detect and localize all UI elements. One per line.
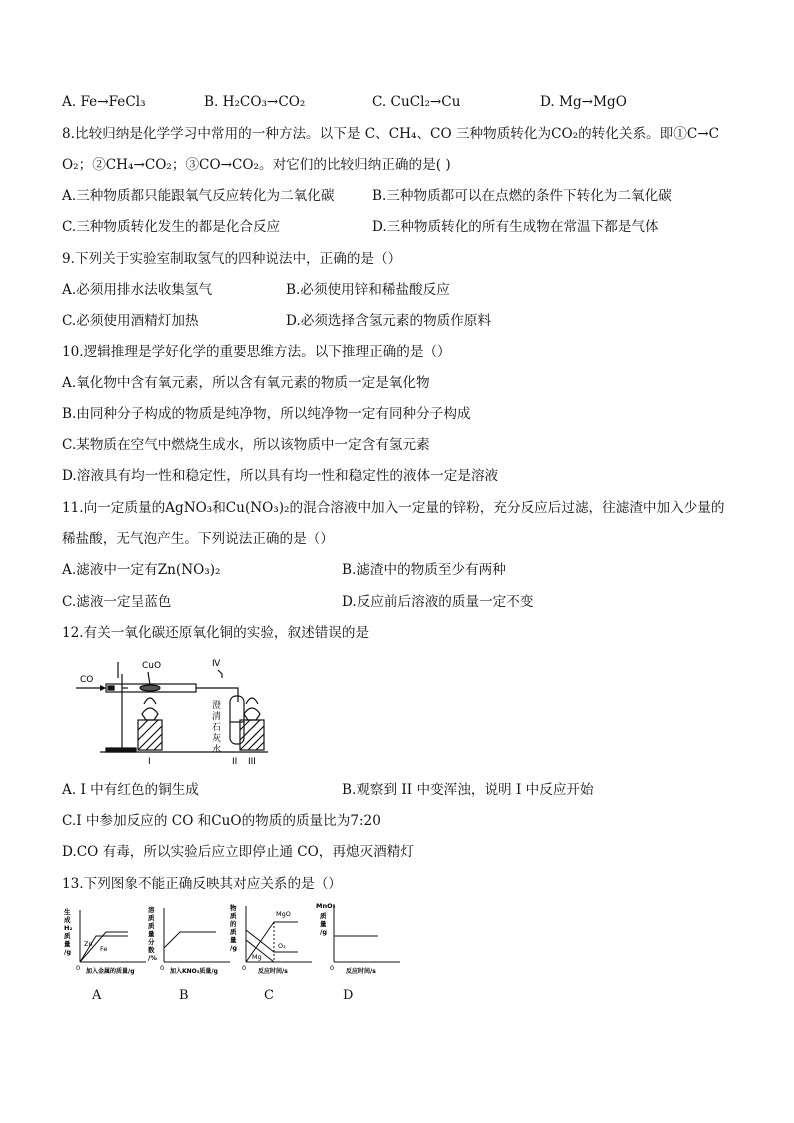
co-label: CO <box>80 675 94 685</box>
tube-iv-label: Ⅳ <box>212 659 221 669</box>
q10-option-d: D.溶液具有均一性和稳定性，所以具有均一性和稳定性的液体一定是溶液 <box>62 468 499 484</box>
q8-options-row2 <box>62 215 754 239</box>
label-ii: II <box>232 757 238 767</box>
graph-b-ylabel-7: /% <box>148 954 157 962</box>
graph-a-caption: A <box>92 988 102 1003</box>
q10-option-c: C.某物质在空气中燃烧生成水，所以该物质中一定含有氢元素 <box>62 437 430 453</box>
graph-c-zero: 0 <box>242 964 247 972</box>
graph-c-mgo-label: MgO <box>276 910 291 918</box>
graph-d-ylabel-4: /g <box>320 928 328 936</box>
cuo-sample <box>140 685 160 691</box>
q12-options-row1 <box>62 778 754 802</box>
q10-option-b: B.由同种分子构成的物质是纯净物，所以纯净物一定有同种分子构成 <box>62 406 471 422</box>
q9-options-row2 <box>62 309 754 333</box>
alcohol-lamp-iii <box>244 708 260 720</box>
q11-option-d: D.反应前后溶液的质量一定不变 <box>342 594 534 610</box>
co-reduction-apparatus-figure <box>62 648 272 768</box>
graph-a-ylabel-5: 量 <box>64 940 71 948</box>
cuo-label: CuO <box>142 661 162 671</box>
graph-c <box>228 900 318 978</box>
graph-c-o2-line <box>246 930 298 952</box>
q9-options-row1 <box>62 278 754 302</box>
alcohol-lamp-i <box>142 708 158 720</box>
q9-stem: 9.下列关于实验室制取氢气的四种说法中，正确的是（） <box>62 251 402 267</box>
graph-a-ylabel-1: 生 <box>64 908 71 916</box>
graph-b-ylabel-1: 溶 <box>148 906 155 914</box>
q8-stem-line2: O₂；②CH₄→CO₂；③CO→CO₂。对它们的比较归纳正确的是( ) <box>62 157 451 173</box>
graph-c-ylabel-6: /g <box>230 944 238 952</box>
q10-option-a: A.氧化物中含有氧元素，所以含有氧元素的物质一定是氧化物 <box>62 375 430 391</box>
graph-b <box>146 904 236 978</box>
graph-a-fe-label: Fe <box>100 945 108 953</box>
flame-i <box>144 698 156 704</box>
graph-a-ylabel-2: 成 <box>64 916 71 924</box>
graph-d-caption: D <box>343 988 354 1003</box>
q8-options-row1 <box>62 184 754 208</box>
graph-d-xlabel: 反应时间/s <box>346 968 376 975</box>
q8-stem-line1: 8.比较归纳是化学学习中常用的一种方法。以下是 C、CH₄、CO 三种物质转化为CO₂的转化关系。即①C→C <box>62 126 720 142</box>
q12-option-b: B.观察到 II 中变浑浊，说明 I 中反应开始 <box>342 782 594 798</box>
graph-b-curve <box>164 932 216 948</box>
graph-d-zero: 0 <box>330 964 335 972</box>
graph-b-ylabel-4: 量 <box>148 930 155 938</box>
limewater-char-3: 石 <box>212 723 222 733</box>
label-iii: III <box>248 757 256 767</box>
graph-c-o2-label: O₂ <box>278 942 286 950</box>
q7-option-c: C. CuCl₂→Cu <box>372 94 461 110</box>
graph-b-ylabel-5: 分 <box>148 938 155 946</box>
graph-b-ylabel-6: 数 <box>148 946 155 954</box>
limewater-char-1: 澄 <box>212 701 222 711</box>
q8-option-b: B.三种物质都可以在点燃的条件下转化为二氧化碳 <box>372 188 672 204</box>
graph-a-ylabel-3: H₂ <box>64 924 73 932</box>
graph-a-ylabel-4: 质 <box>64 932 71 940</box>
q12-stem: 12.有关一氧化碳还原氧化铜的实验，叙述错误的是 <box>62 625 370 641</box>
q7-option-d: D. Mg→MgO <box>540 94 627 110</box>
q13-stem: 13.下列图象不能正确反映其对应关系的是（） <box>62 876 342 892</box>
limewater-char-5: 水 <box>212 745 222 755</box>
label-i: I <box>148 757 151 767</box>
q11-stem-line2: 稀盐酸，无气泡产生。下列说法正确的是（） <box>62 531 334 547</box>
graph-b-ylabel-3: 质 <box>148 922 155 930</box>
q9-option-b: B.必须使用锌和稀盐酸反应 <box>286 282 450 298</box>
graph-b-xlabel: 加入KNO₃质量/g <box>170 968 218 975</box>
q10-stem: 10.逻辑推理是学好化学的重要思维方法。以下推理正确的是（） <box>62 344 451 360</box>
graph-c-ylabel-1: 物 <box>230 904 237 912</box>
graph-d-ylabel-1: MnO₂ <box>316 902 336 910</box>
graph-c-caption: C <box>264 988 274 1003</box>
q12-option-d: D.CO 有毒，所以实验后应立即停止通 CO，再熄灭酒精灯 <box>62 844 414 860</box>
graph-c-ylabel-2: 质 <box>230 912 237 920</box>
q9-option-a: A.必须用排水法收集氢气 <box>62 282 213 298</box>
graph-a-ylabel-6: /g <box>64 948 72 956</box>
limewater-char-2: 清 <box>212 712 222 722</box>
flame-iii <box>246 698 258 704</box>
graph-d <box>316 898 404 978</box>
graph-b-zero: 0 <box>160 964 165 972</box>
graph-c-ylabel-3: 的 <box>230 920 237 928</box>
graph-c-ylabel-4: 质 <box>230 928 237 936</box>
q9-option-c: C.必须使用酒精灯加热 <box>62 313 199 329</box>
q11-stem-line1: 11.向一定质量的AgNO₃和Cu(NO₃)₂的混合溶液中加入一定量的锌粉，充分反应后过滤，往滤渣中加入少量的 <box>62 500 725 516</box>
q12-option-a: A. I 中有红色的铜生成 <box>62 782 199 798</box>
graph-a-xlabel: 加入金属的质量/g <box>86 968 135 975</box>
graph-a-zn-label: Zn <box>84 940 93 948</box>
graph-b-ylabel-2: 质 <box>148 914 155 922</box>
q12-option-c: C.I 中参加反应的 CO 和CuO的物质的质量比为7:20 <box>62 813 381 829</box>
graph-d-ylabel-3: 量 <box>320 920 327 928</box>
limewater-char-4: 灰 <box>212 734 222 744</box>
graph-a <box>62 906 152 978</box>
graph-d-ylabel-2: 质 <box>320 912 327 920</box>
q8-option-a: A.三种物质都只能跟氧气反应转化为二氧化碳 <box>62 188 335 204</box>
q11-option-c: C.滤液一定呈蓝色 <box>62 594 172 610</box>
q11-option-a: A.滤液中一定有Zn(NO₃)₂ <box>62 562 221 578</box>
graph-b-caption: B <box>179 988 189 1003</box>
q8-option-d: D.三种物质转化的所有生成物在常温下都是气体 <box>372 219 659 235</box>
q7-option-b: B. H₂CO₃→CO₂ <box>204 94 306 110</box>
graph-c-ylabel-5: 量 <box>230 936 237 944</box>
q9-option-d: D.必须选择含氢元素的物质作原料 <box>286 313 492 329</box>
q7-option-a: A. Fe→FeCl₃ <box>62 94 146 110</box>
graph-a-zero: 0 <box>76 964 81 972</box>
graph-c-xlabel: 反应时间/s <box>258 968 288 975</box>
outlet-tube <box>196 688 238 702</box>
q8-option-c: C.三种物质转化发生的都是化合反应 <box>62 219 281 235</box>
graph-c-mg-label: Mg <box>252 953 262 961</box>
q11-options-row1 <box>62 558 754 582</box>
q11-option-b: B.滤渣中的物质至少有两种 <box>342 562 506 578</box>
q7-options <box>62 90 754 114</box>
q11-options-row2 <box>62 590 754 614</box>
